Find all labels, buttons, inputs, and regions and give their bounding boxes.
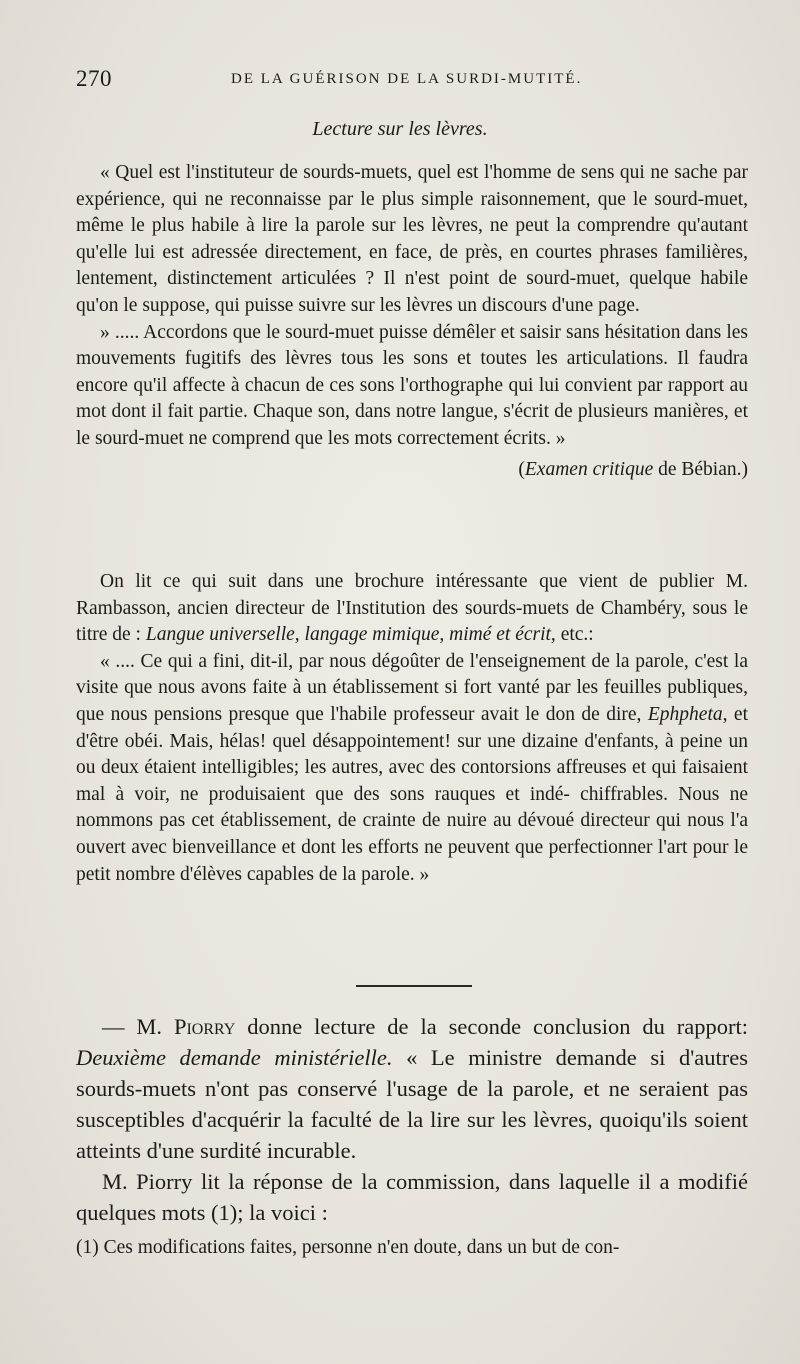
- brochure-quote-text: « .... Ce qui a fini, dit-il, par nous dégoûter de l'enseignement de la parole, c'est la visite que nous avons faite à un établissement si fort vanté par les feuilles publiques, que nous pensions presque que l'habile professeur avait le don de dire,: [76, 650, 748, 725]
- brochure-quote: [76, 649, 748, 888]
- quote-paragraph-1: « Quel est l'instituteur de sourds-muets, quel est l'homme de sens qui ne sache par expérience, qui ne reconnaisse par le plus simple raisonnement, que le sourd-muet, même le plus habile à lire la parole sur les lèvres, ne peut la comprendre qu'autant qu'elle lui est adressée directement, en face, de près, en courtes phrases familières, lentement, distinctement articulées ? Il n'est point de sourd-muet, quelque habile qu'on le suppose, qui puisse suivre sur les lèvres un discours d'une page.: [76, 162, 748, 316]
- brochure-intro-end: etc.:: [555, 624, 594, 646]
- brochure-intro-text: On lit ce qui suit dans une brochure intéressante que vient de publier M. Rambasson, ancien directeur de l'Institution des sourds-muets de Chambéry, sous le titre de :: [76, 571, 748, 646]
- footnote-text: (1) Ces modifications faites, personne n'en doute, dans un but de con-: [76, 1237, 620, 1258]
- dash: — M.: [102, 1014, 174, 1039]
- proceedings-text-a: donne lecture de la seconde conclusion du rapport:: [235, 1014, 748, 1039]
- footnote: [76, 1235, 748, 1261]
- page-header: [76, 66, 748, 96]
- ephpheta-word: Ephpheta: [647, 703, 723, 725]
- citation-author: de Bébian.): [653, 458, 748, 480]
- proceedings-text-b: « Le ministre demande si d'autres sourds-muets n'ont pas conservé l'usage de la parole, et ne seraient pas susceptibles d'acquérir la faculté de la lire sur les lèvres, quoiqu'ils soient atteints d'une surdité incurable.: [76, 1045, 748, 1163]
- page-number: 270: [76, 66, 112, 91]
- brochure-title: Langue universelle, langage mimique, mimé et écrit,: [145, 624, 556, 646]
- citation-title: Examen critique: [524, 458, 654, 480]
- brochure-intro: [76, 569, 748, 649]
- ministerial-request-title: Deuxième demande ministérielle.: [76, 1045, 393, 1070]
- brochure-quote-end: , et d'être obéi. Mais, hélas! quel désappointement! sur une dizaine d'enfants, à peine un ou deux étaient intelligibles; les autres, avec des contorsions affreuses et qui faisaient mal à voir, ne produisaient que des sons rauques et indé- chiffrables. Nous ne nommons pas cet établissement, de crainte de nuire au dévoué directeur qui nous l'a ouvert avec bienveillance et dont les efforts ne peuvent que perfectionner l'art pour le petit nombre d'élèves capables de la parole. »: [76, 703, 748, 885]
- section-divider: [356, 985, 472, 987]
- citation: [76, 457, 748, 484]
- citation-open: (: [518, 458, 525, 480]
- proceedings-paragraph-2: M. Piorry lit la réponse de la commission, dans laquelle il a modifié quelques mots (1); la voici :: [76, 1169, 748, 1225]
- section-title: Lecture sur les lèvres.: [312, 118, 488, 140]
- brochure-section: [76, 569, 748, 888]
- speaker-name: Piorry: [173, 1014, 236, 1039]
- proceedings: [76, 1011, 748, 1228]
- proceedings-paragraph-1: [76, 1011, 748, 1166]
- running-head: DE LA GUÉRISON DE LA SURDI-MUTITÉ.: [231, 71, 583, 87]
- quote-bebian: [76, 160, 748, 483]
- quote-paragraph-2: » ..... Accordons que le sourd-muet puisse démêler et saisir sans hésitation dans les mouvements fugitifs des lèvres tous les sons et toutes les articulations. Il faudra encore qu'il affecte à chacun de ces sons l'orthographe qui lui convient par rapport au mot dont il fait partie. Chaque son, dans notre langue, s'écrit de plusieurs manières, et le sourd-muet ne comprend que les mots correctement écrits. »: [76, 321, 748, 449]
